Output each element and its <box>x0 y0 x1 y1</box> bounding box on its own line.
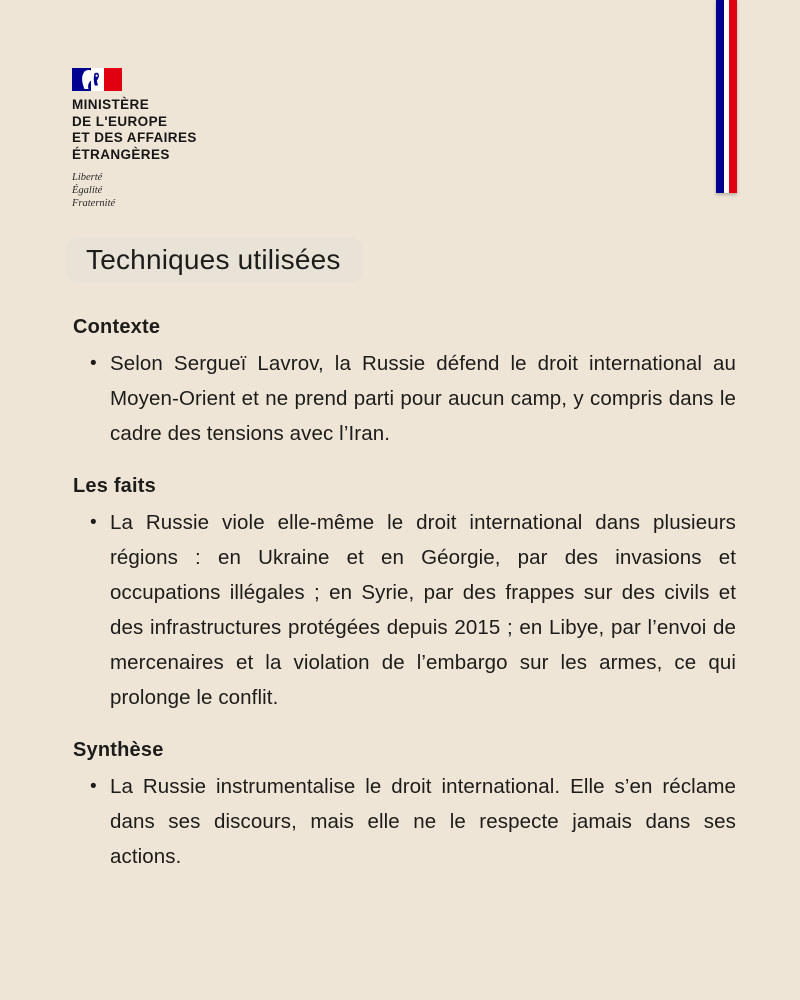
ministry-line: DE L'EUROPE <box>72 113 168 129</box>
content-sections <box>73 316 736 898</box>
section-heading-les-faits: Les faits <box>73 475 156 497</box>
motto-line: Liberté <box>72 172 103 183</box>
section-heading-synthese: Synthèse <box>73 739 164 761</box>
section-les-faits <box>73 475 736 715</box>
marianne-flag-icon <box>72 68 197 91</box>
bullet-item <box>73 769 736 874</box>
ministry-line: MINISTÈRE <box>72 97 150 112</box>
republic-motto <box>72 171 197 210</box>
bullet-text: La Russie viole elle-même le droit international dans plusieurs régions : en Ukraine et en Géorgie, par des invasions et occupations illégales ; en Syrie, par des frappes sur des civils et des infrastructures protégées depuis 2015 ; en Libye, par l’envoi de mercenaires et la violation de l’embargo sur les armes, ce qui prolonge le conflit. <box>110 511 736 709</box>
tricolor-stripe-icon <box>716 0 737 193</box>
motto-line: Fraternité <box>72 198 116 209</box>
bullet-icon: • <box>90 776 97 797</box>
bullet-item <box>73 346 736 451</box>
ministry-line: ET DES AFFAIRES <box>72 130 197 145</box>
section-synthese <box>73 739 736 874</box>
ministry-wordmark <box>72 97 197 163</box>
page-title: Techniques utilisées <box>66 237 363 283</box>
bullet-item <box>73 505 736 715</box>
stripe-blue-band <box>716 0 724 193</box>
bullet-text: La Russie instrumentalise le droit international. Elle s’en réclame dans ses discours, mais elle ne le respecte jamais dans ses actions. <box>110 775 736 868</box>
motto-line: Égalité <box>72 185 103 196</box>
stripe-red-band <box>729 0 737 193</box>
bullet-text: Selon Sergueï Lavrov, la Russie défend le droit international au Moyen-Orient et ne prend parti pour aucun camp, y compris dans le cadre des tensions avec l’Iran. <box>110 352 736 445</box>
section-heading-contexte: Contexte <box>73 316 161 338</box>
ministry-line: ÉTRANGÈRES <box>72 146 170 162</box>
bullet-icon: • <box>90 512 97 533</box>
bullet-icon: • <box>90 353 97 374</box>
government-logo <box>72 68 197 210</box>
section-contexte <box>73 316 736 451</box>
